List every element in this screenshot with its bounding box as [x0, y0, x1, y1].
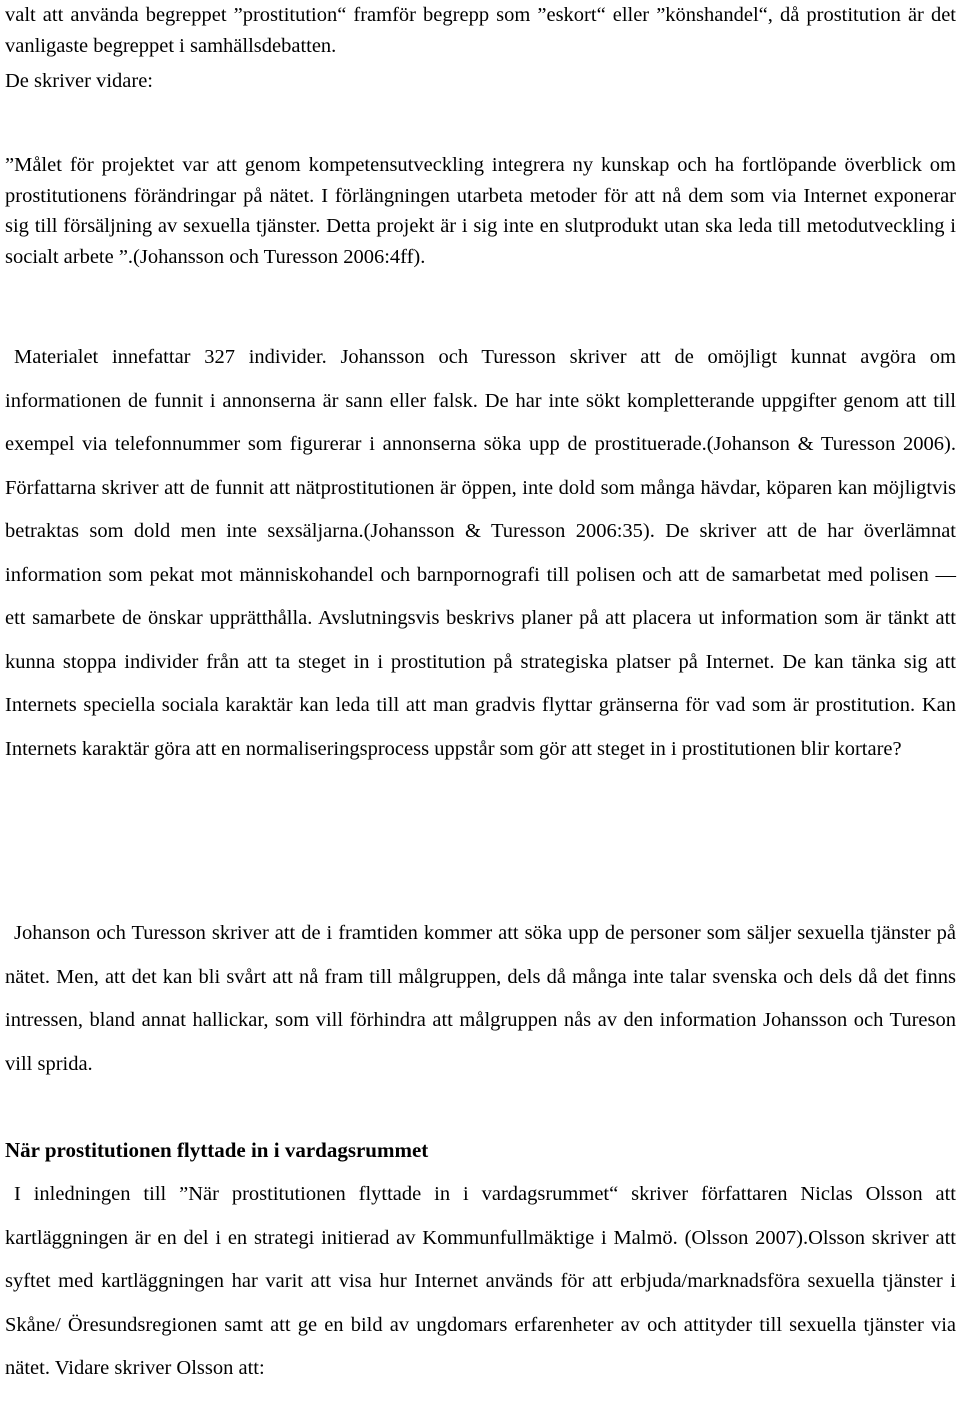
paragraph: valt att använda begreppet ”prostitution“ framför begrepp som ”eskort“ eller ”könshandel“, då prostitution är det vanligaste begreppet i samhällsdebatten. — [5, 4, 956, 57]
block-quote: ”Målet för projektet var att genom kompetensutveckling integrera ny kunskap och ha fortlöpande överblick om prostitutionens förändringar på nätet. I förlängningen utarbeta metoder för att nå dem som via Internet exponerar sig till försäljning av sexuella tjänster. Detta projekt är i sig inte en slutprodukt utan ska leda till metodutveckling i socialt arbete ”.(Johansson och Turesson 2006:4ff). — [5, 154, 956, 268]
paragraph: I inledningen till ”När prostitutionen flyttade in i vardagsrummet“ skriver författaren Niclas Olsson att kartläggningen är en del i en strategi initierad av Kommunfullmäktige i Malmö. (Olsson 2007).Olsson skriver att syftet med kartläggningen har varit att visa hur Internet används för att erbjuda/marknadsföra sexuella tjänster i Skåne/ Öresundsregionen samt att ge en bild av ungdomars erfarenheter av och attityder till sexuella tjänster via nätet. Vidare skriver Olsson att: — [5, 1183, 956, 1379]
paragraph: De skriver vidare: — [5, 70, 153, 92]
paragraph: Materialet innefattar 327 individer. Johansson och Turesson skriver att de omöjligt kunnat avgöra om informationen de funnit i annonserna är sann eller falsk. De har inte sökt kompletterande uppgifter genom att till exempel via telefonnummer som figurerar i annonserna söka upp de prostituerade.(Johanson & Turesson 2006). Författarna skriver att de funnit att nätprostitutionen är öppen, inte dold som många hävdar, köparen kan möjligtvis betraktas som dold men inte sexsäljarna.(Johansson & Turesson 2006:35). De skriver att de har överlämnat information som pekat mot människohandel och barnpornografi till polisen och att de samarbetat med polisen — ett samarbete de önskar upprätthålla. Avslutningsvis beskrivs planer på att placera ut information som är tänkt att kunna stoppa individer från att ta steget in i prostitution på strategiska platser på Internet. De kan tänka sig att Internets speciella sociala karaktär kan leda till att man gradvis flyttar gränserna för vad som är prostitution. Kan Internets karaktär göra att en normaliseringsprocess uppstår som gör att steget in i prostitutionen blir kortare? — [5, 346, 956, 760]
paragraph: Johanson och Turesson skriver att de i framtiden kommer att söka upp de personer som säljer sexuella tjänster på nätet. Men, att det kan bli svårt att nå fram till målgruppen, dels då många inte talar svenska och dels då det finns intressen, bland annat hallickar, som vill förhindra att målgruppen nås av den information Johansson och Tureson vill sprida. — [5, 922, 956, 1075]
section-heading: När prostitutionen flyttade in i vardagsrummet — [5, 1138, 429, 1162]
